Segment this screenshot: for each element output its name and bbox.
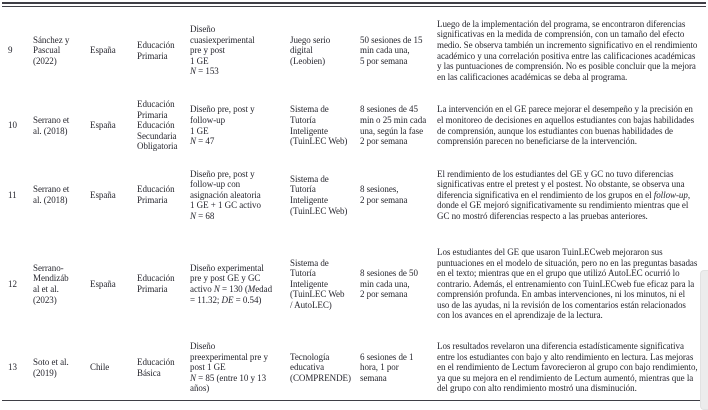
cell-results: La intervención en el GE parece mejorar el desempeño y la precisión en el monitoreo de decisiones en aquellos estudiantes con bajas habilidades de comprensión, aunque los estudiantes con buenas habilidades de comprensión parecen no beneficiarse de la intervención.	[437, 104, 695, 147]
cell-row-number: 10	[8, 120, 17, 131]
cell-results: Los estudiantes del GE que usaron TuinLECweb mejoraron sus puntuaciones en el modelo de situación, pero no en las preguntas basadas en el texto; mientras que en el grupo que utilizó AutoLEC ocurrió lo contrario. Además, el entrenamiento con TuinLECweb fue eficaz para la comprensión profunda. En ambas intervenciones, ni los minutos, ni el uso de las ayudas, ni la revisión de los comentarios están relacionados con los avances en el aprendizaje de la lectura.	[437, 246, 698, 321]
cell-country: Chile	[90, 362, 110, 373]
table-row	[8, 7, 700, 94]
cell-technology: Sistema de Tutoría Inteligente (TuinLEC Web / AutoLEC)	[290, 257, 345, 310]
cell-sessions: 8 sesiones de 50 min cada una, 2 por semana	[360, 268, 418, 300]
cell-sessions: 6 sesiones de 1 hora, 1 por semana	[360, 351, 414, 383]
table-row	[8, 157, 700, 233]
cell-country: España	[90, 278, 116, 289]
cell-authors: Serrano et al. (2018)	[33, 114, 70, 136]
cell-design: Diseño experimental pre y post GE y GC activo N = 130 (Medad = 11.32; DE = 0.54)	[190, 262, 273, 305]
cell-education-level: Educación Primaria	[137, 184, 175, 205]
cell-sessions: 8 sesiones de 45 min o 25 min cada una, según la fase 2 por semana	[360, 104, 427, 147]
cell-education-level: Educación Primaria Educación Secundaria Obligatoria	[137, 99, 178, 152]
cell-design: Diseño pre, post y follow-up con asignación aleatoria 1 GE + 1 GC activo N = 68	[190, 168, 261, 221]
cell-sessions: 8 sesiones, 2 por semana	[360, 184, 408, 205]
cell-row-number: 9	[8, 45, 13, 56]
cell-results: Los resultados revelaron una diferencia estadísticamente significativa entre los estudiantes con bajo y alto rendimiento en lectura. Las mejoras en el rendimiento de Lectum favorecieron al grupo con bajo rendimiento, ya que su mejora en el rendimiento de Lectum aumentó, mientras que la del grupo con alto rendimiento mostró una disminución.	[437, 341, 698, 394]
cell-authors: Soto et al. (2019)	[33, 356, 69, 378]
cell-authors: Serrano- Mendizáb al et al. (2023)	[33, 262, 69, 305]
cell-results: El rendimiento de los estudiantes del GE y GC no tuvo diferencias significativas entre el pretest y el postest. No obstante, se observa una diferencia significativa en el rendimiento de los grupos en el follow-up, donde el GE mejoró significativamente su rendimiento mientras que el GC no mostró diferencias respecto a las pruebas anteriores.	[437, 168, 691, 221]
cell-country: España	[90, 189, 116, 200]
studies-review-table	[8, 7, 700, 400]
cell-country: España	[90, 45, 116, 56]
cell-education-level: Educación Primaria	[137, 273, 175, 294]
cell-education-level: Educación Básica	[137, 356, 175, 378]
cell-education-level: Educación Primaria	[137, 39, 175, 61]
vertical-scrollbar-thumb[interactable]	[700, 270, 708, 410]
results-table-body	[8, 7, 700, 400]
cell-country: España	[90, 120, 116, 131]
cell-row-number: 11	[8, 189, 17, 200]
cell-sessions: 50 sesiones de 15 min cada una, 5 por semana	[360, 34, 423, 66]
cell-technology: Sistema de Tutoría Inteligente (TuinLEC Web)	[290, 173, 348, 216]
cell-results: Luego de la implementación del programa, se encontraron diferencias significativas en la medida de comprensión, con un tamaño del efecto medio. Se observa también un incremento significativo en el rendimiento académico y una correlación positiva entre las calificaciones académicas y las puntuaciones de comprensión. No es posible concluir que la mejora en las calificaciones académicas se deba al programa.	[437, 18, 698, 82]
cell-technology: Tecnología educativa (COMPRENDE)	[290, 351, 351, 383]
table-row	[8, 94, 700, 157]
cell-design: Diseño cuasiexperimental pre y post 1 GE N = 153	[190, 24, 255, 77]
cell-design: Diseño preexperimental pre y post 1 GE N = 85 (entre 10 y 13 años)	[190, 341, 268, 394]
cell-authors: Serrano et al. (2018)	[33, 184, 70, 205]
table-row	[8, 233, 700, 335]
cell-technology: Sistema de Tutoría Inteligente (TuinLEC Web)	[290, 104, 348, 147]
cell-authors: Sánchez y Pascual (2022)	[33, 34, 70, 66]
table-row	[8, 335, 700, 400]
cell-technology: Juego serio digital (Leobien)	[290, 34, 331, 66]
cell-row-number: 13	[8, 362, 17, 373]
table-bottom-rule	[2, 400, 706, 401]
cell-row-number: 12	[8, 278, 17, 289]
cell-design: Diseño pre, post y follow-up 1 GE N = 47	[190, 104, 255, 147]
